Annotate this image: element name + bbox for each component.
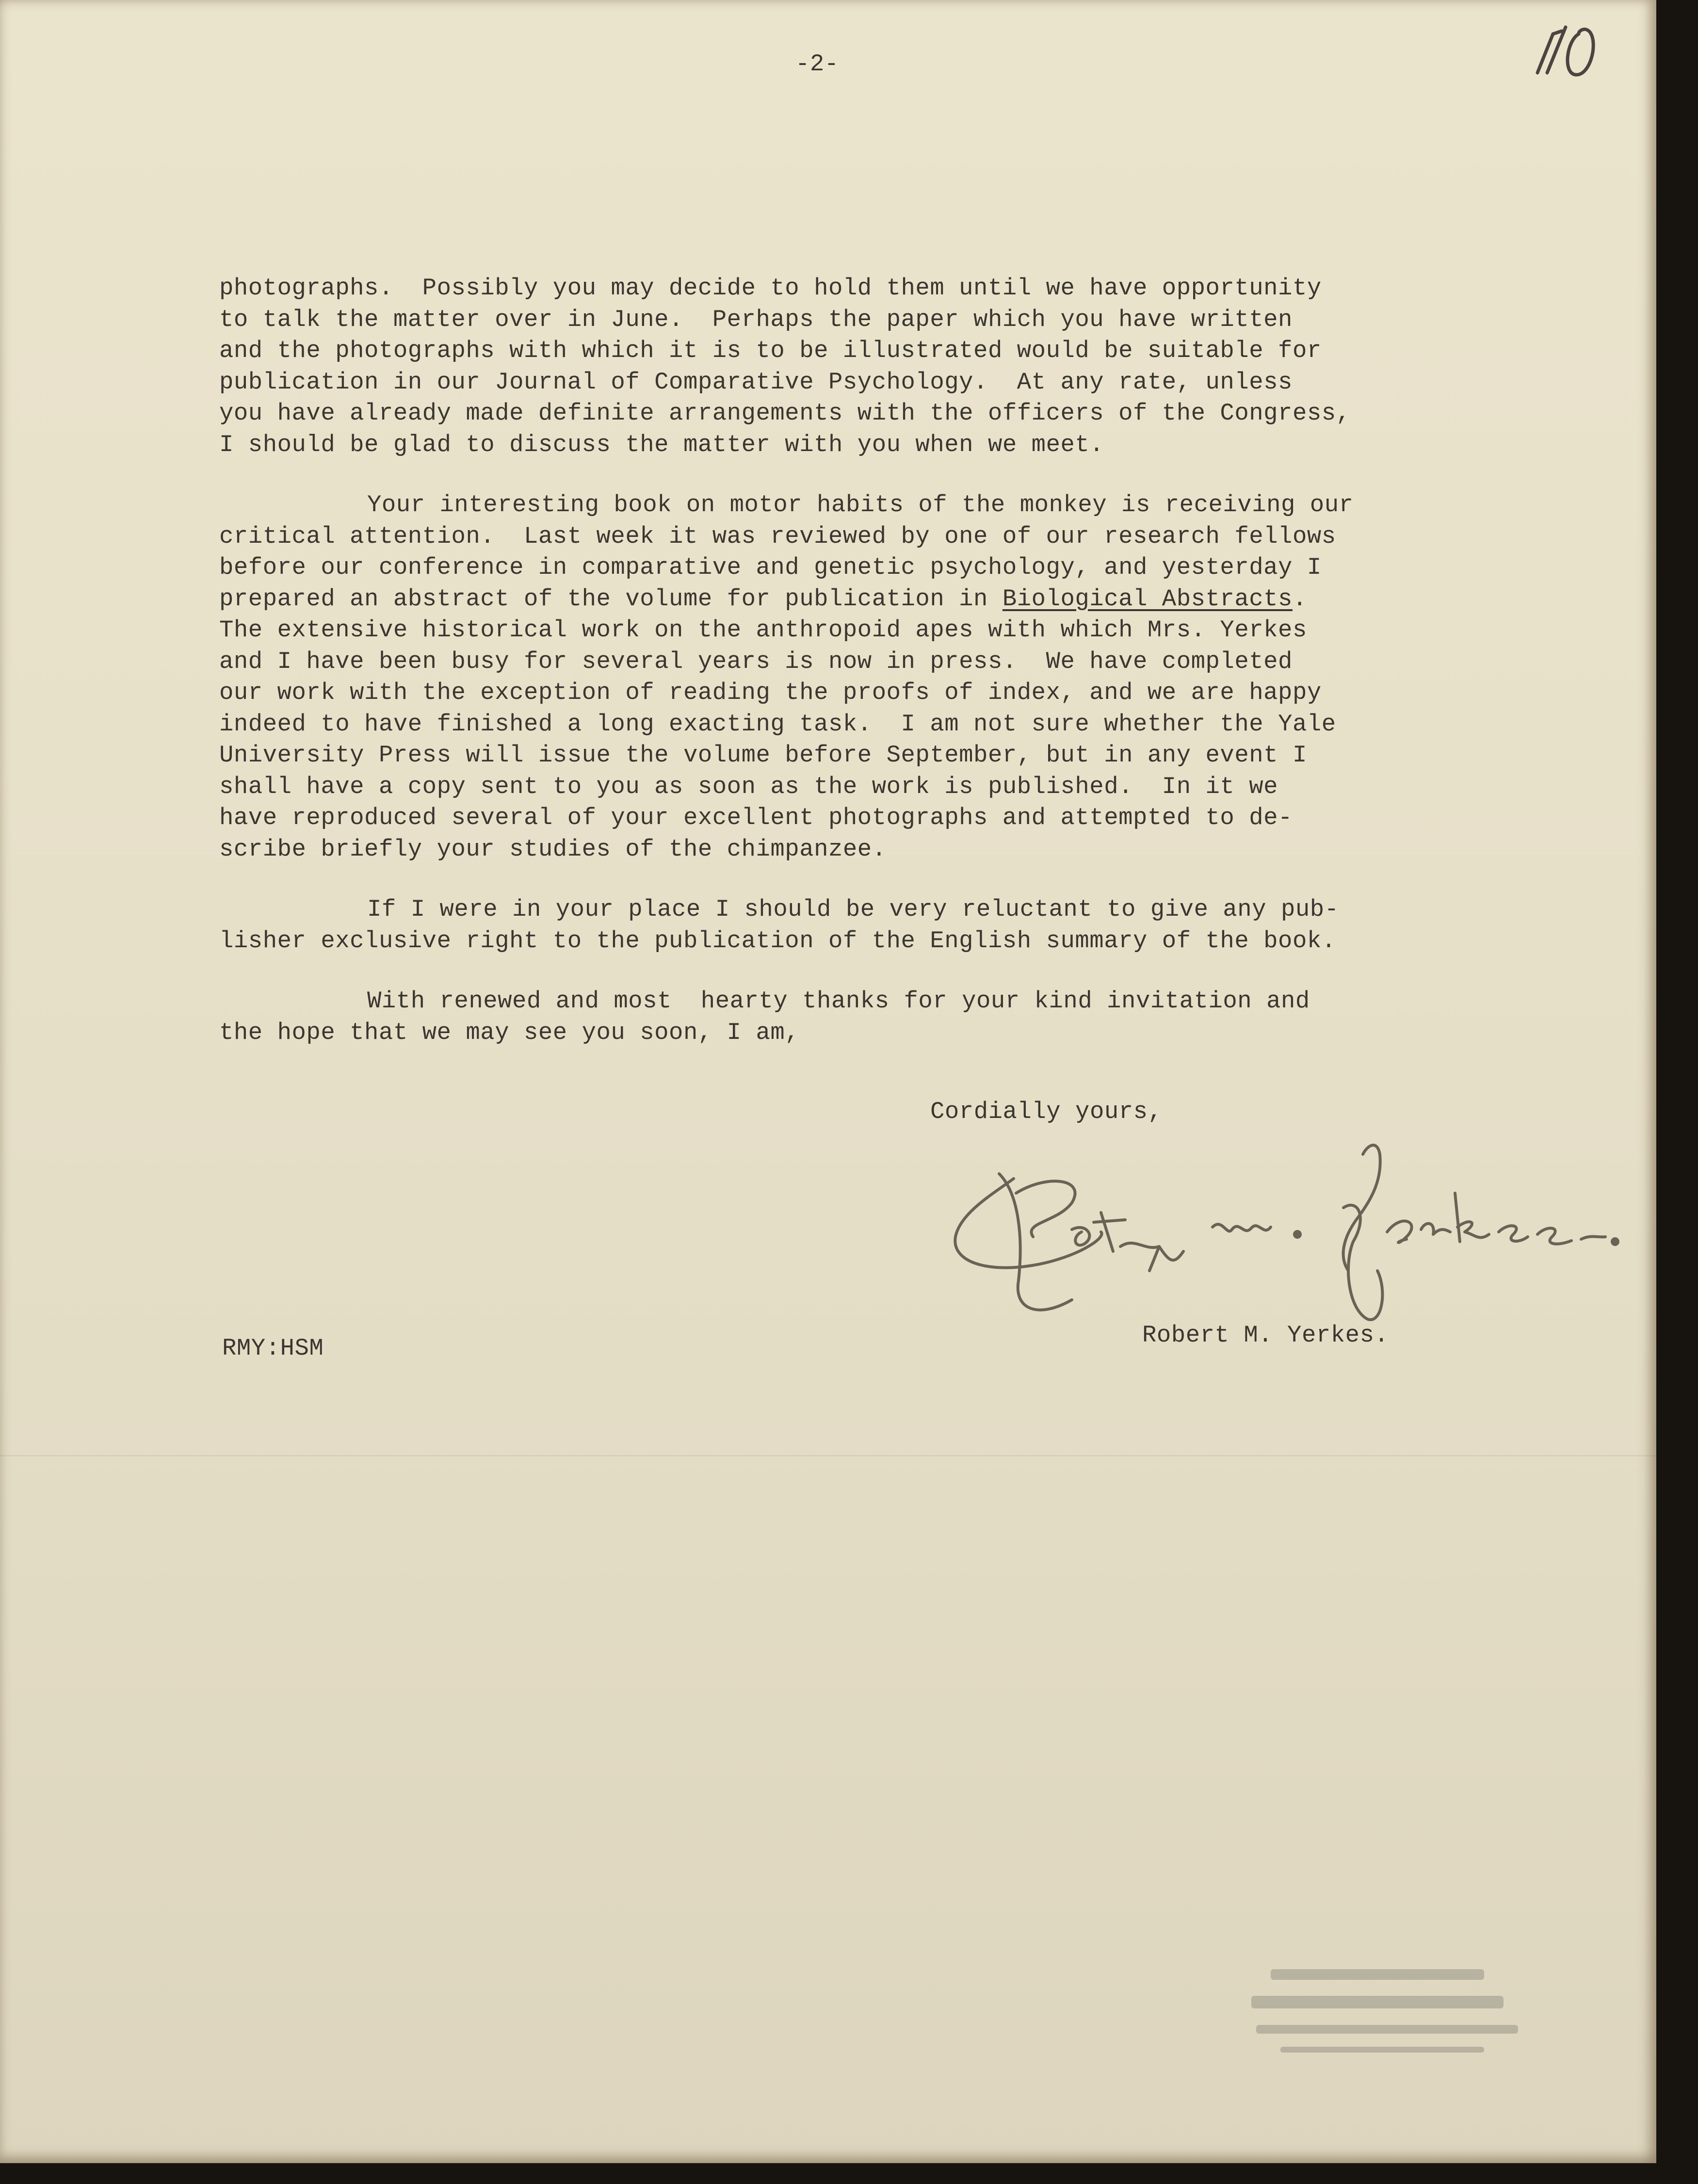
- body-line: With renewed and most hearty thanks for your kind invitation and: [367, 987, 1310, 1015]
- body-line: our work with the exception of reading the proofs of index, and we are happy: [219, 679, 1322, 706]
- body-line: scribe briefly your studies of the chimpanzee.: [219, 835, 887, 863]
- folio-number-handwritten: [1528, 15, 1610, 92]
- body-line-with-title: [219, 583, 1480, 615]
- typed-signer-name: Robert M. Yerkes.: [1142, 1322, 1389, 1349]
- body-line: photographs. Possibly you may decide to hold them until we have opportunity: [219, 275, 1322, 302]
- body-line: publication in our Journal of Comparative Psychology. At any rate, unless: [219, 368, 1293, 396]
- body-line: University Press will issue the volume before September, but in any event I: [219, 742, 1307, 769]
- body-line: Your interesting book on motor habits of the monkey is receiving our: [367, 491, 1354, 518]
- body-line: lisher exclusive right to the publication of the English summary of the book.: [219, 927, 1336, 954]
- body-line: you have already made definite arrangements with the officers of the Congress,: [219, 400, 1351, 427]
- body-line: If I were in your place I should be very reluctant to give any pub-: [367, 896, 1339, 923]
- closing-salutation: Cordially yours,: [930, 1098, 1163, 1125]
- paragraph-1: [219, 273, 1480, 460]
- body-line: to talk the matter over in June. Perhaps the paper which you have written: [219, 306, 1293, 333]
- body-line: I should be glad to discuss the matter with you when we meet.: [219, 431, 1104, 458]
- body-line: shall have a copy sent to you as soon as the work is published. In it we: [219, 773, 1278, 800]
- body-line: and the photographs with which it is to be illustrated would be suitable for: [219, 337, 1322, 364]
- reference-initials: RMY:HSM: [222, 1335, 324, 1362]
- body-line: The extensive historical work on the anthropoid apes with which Mrs. Yerkes: [219, 616, 1307, 644]
- faded-stamp: [1242, 1959, 1533, 2061]
- body-line: indeed to have finished a long exacting task. I am not sure whether the Yale: [219, 710, 1336, 738]
- body-line-start: prepared an abstract of the volume for publication in: [219, 585, 1003, 613]
- underlined-journal-title: Biological Abstracts: [1002, 585, 1293, 613]
- handwritten-signature: [941, 1125, 1644, 1329]
- body-line: before our conference in comparative and genetic psychology, and yesterday I: [219, 554, 1322, 581]
- body-line: the hope that we may see you soon, I am,: [219, 1019, 800, 1046]
- paragraph-3: [219, 894, 1480, 956]
- body-line: have reproduced several of your excellent photographs and attempted to de-: [219, 804, 1293, 831]
- paragraph-2: [219, 489, 1480, 865]
- page-number: -2-: [795, 50, 839, 78]
- paragraph-4: [219, 986, 1480, 1048]
- paper-fold: [0, 1455, 1656, 1456]
- title-period: .: [1292, 585, 1307, 613]
- letter-body: [219, 273, 1480, 1048]
- body-line: critical attention. Last week it was reviewed by one of our research fellows: [219, 522, 1336, 550]
- body-line: and I have been busy for several years is now in press. We have completed: [219, 647, 1293, 675]
